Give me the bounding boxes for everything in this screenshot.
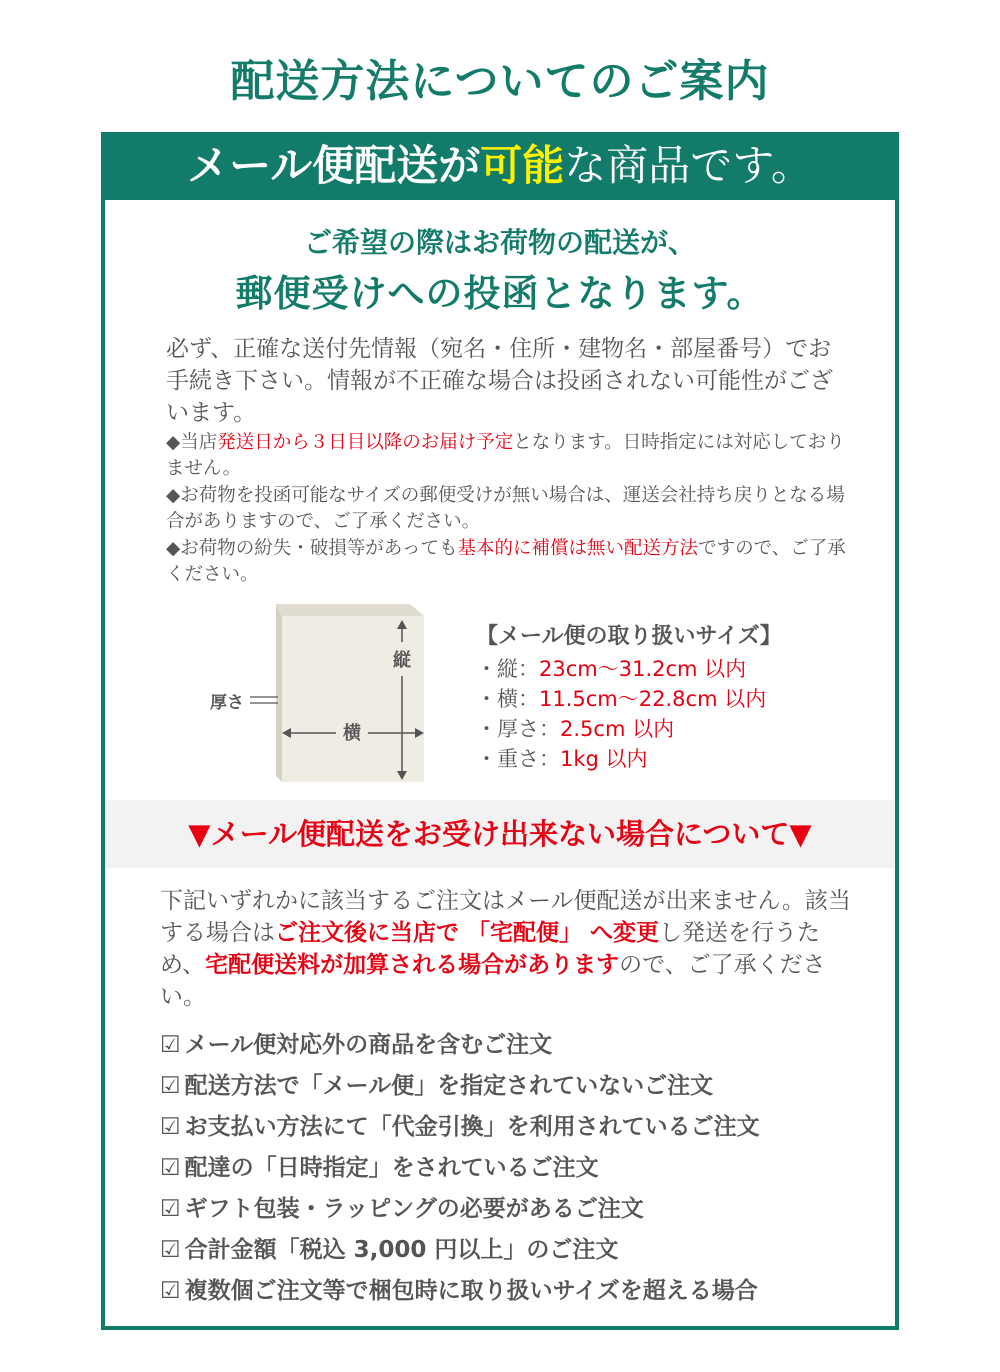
thickness-label: 厚さ xyxy=(210,693,244,713)
note-emphasis: 発送日から３日目以降のお届け予定 xyxy=(217,432,514,453)
envelope-size-diagram xyxy=(200,598,440,788)
checkbox-icon: ☑ xyxy=(160,1278,181,1304)
note-text: となります。日時指定には対応しておりません。 xyxy=(166,432,845,479)
para-emphasis: ご注文後に当店で 「宅配便」 へ変更 xyxy=(275,920,660,946)
note-text: ですので、ご了承ください。 xyxy=(166,538,846,585)
checklist-item xyxy=(160,1107,880,1148)
mail-delivery-banner xyxy=(101,132,899,200)
banner-text-2: な商品です。 xyxy=(564,141,813,190)
intro-line-2: 郵便受けへの投函となります。 xyxy=(235,272,765,315)
para-text: し発送を行うため、 xyxy=(160,920,821,978)
envelope-top-edge xyxy=(276,604,424,616)
checklist-item xyxy=(160,1025,880,1066)
height-label: 縦 xyxy=(393,650,411,671)
checklist-item xyxy=(160,1189,880,1230)
condition-checklist xyxy=(160,1025,880,1312)
banner-text-1: メール便配送が xyxy=(187,141,481,190)
checklist-item xyxy=(160,1066,880,1107)
checklist-text: ギフト包装・ラッピングの必要があるご注文 xyxy=(184,1196,644,1222)
checklist-text: メール便対応外の商品を含むご注文 xyxy=(184,1032,553,1058)
page-title: 配送方法についてのご案内 xyxy=(230,56,770,107)
size-item-width xyxy=(476,684,856,714)
size-label: ・重さ： xyxy=(476,747,560,771)
unavailable-explanation xyxy=(160,885,860,1013)
envelope-side-edge xyxy=(276,604,282,782)
size-value: 23cm～31.2cm 以内 xyxy=(539,657,747,681)
checklist-text: 複数個ご注文等で梱包時に取り扱いサイズを超える場合 xyxy=(184,1278,758,1304)
checkbox-icon: ☑ xyxy=(160,1032,181,1058)
width-label: 横 xyxy=(343,723,361,744)
size-item-weight xyxy=(476,744,856,774)
checklist-text: 配送方法で「メール便」を指定されていないご注文 xyxy=(184,1073,714,1099)
note-item xyxy=(166,483,846,535)
checkbox-icon: ☑ xyxy=(160,1073,181,1099)
note-text: ◆お荷物の紛失・破損等があっても xyxy=(166,538,458,559)
para-text: 下記いずれかに該当するご注文はメール便配送が出来ません。該当する場合は xyxy=(160,888,851,946)
checklist-item xyxy=(160,1148,880,1189)
checkbox-icon: ☑ xyxy=(160,1155,181,1181)
checklist-text: お支払い方法にて「代金引換」を利用されているご注文 xyxy=(184,1114,760,1140)
intro-line-1: ご希望の際はお荷物の配送が、 xyxy=(303,226,696,259)
size-item-height xyxy=(476,654,856,684)
para-text: ので、ご了承ください。 xyxy=(160,952,826,1010)
address-notice: 必ず、正確な送付先情報（宛名・住所・建物名・部屋番号）でお手続き下さい。情報が不正確な場合は投函されない可能性がございます。 xyxy=(166,336,833,426)
size-label: ・横： xyxy=(476,687,539,711)
size-label: ・厚さ： xyxy=(476,717,560,741)
checkbox-icon: ☑ xyxy=(160,1196,181,1222)
note-emphasis: 基本的に補償は無い配送方法 xyxy=(457,538,699,559)
section-heading: ▼メール便配送をお受け出来ない場合について▼ xyxy=(105,800,895,868)
checklist-text: 合計金額「税込 3,000 円以上」のご注文 xyxy=(184,1237,619,1263)
size-item-thickness xyxy=(476,714,856,744)
note-item xyxy=(166,430,846,482)
size-value: 2.5cm 以内 xyxy=(560,717,675,741)
size-list xyxy=(476,654,856,774)
banner-highlight: 可能 xyxy=(480,141,565,190)
para-emphasis: 宅配便送料が加算される場合があります xyxy=(205,952,620,978)
size-value: 1kg 以内 xyxy=(560,747,648,771)
size-label: ・縦： xyxy=(476,657,539,681)
checklist-item xyxy=(160,1230,880,1271)
size-value: 11.5cm～22.8cm 以内 xyxy=(539,687,767,711)
checkbox-icon: ☑ xyxy=(160,1114,181,1140)
note-text: ◆当店 xyxy=(166,432,218,453)
checklist-item xyxy=(160,1271,880,1312)
notes-list xyxy=(166,430,846,589)
checklist-text: 配達の「日時指定」をされているご注文 xyxy=(184,1155,599,1181)
note-text: ◆お荷物を投函可能なサイズの郵便受けが無い場合は、運送会社持ち戻りとなる場合がありますので、ご了承ください。 xyxy=(166,485,845,532)
note-item xyxy=(166,536,846,588)
size-info xyxy=(476,620,856,774)
size-title: 【メール便の取り扱いサイズ】 xyxy=(476,624,782,649)
checkbox-icon: ☑ xyxy=(160,1237,181,1263)
